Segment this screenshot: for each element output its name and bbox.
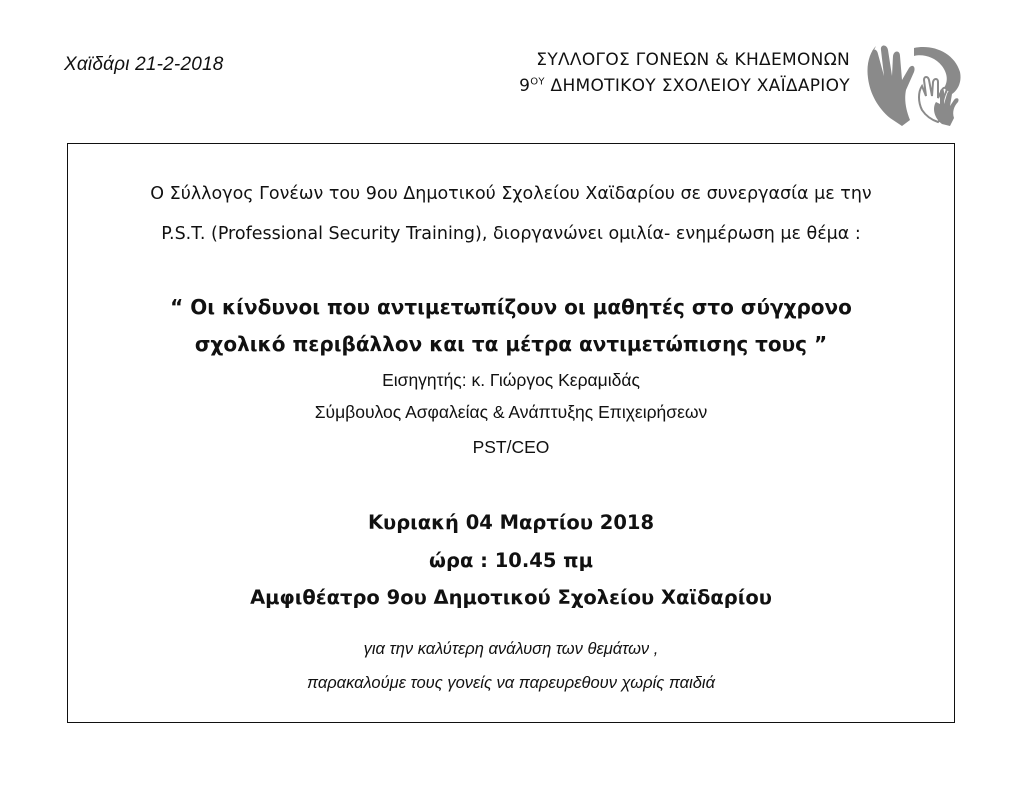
organization-ordinal: ΟΥ [530,76,545,88]
hands-logo-icon [862,42,962,128]
organization-line-2 [510,73,850,99]
note-line-1: για την καλύτερη ανάλυση των θεμάτων , [363,640,659,658]
note-line-2: παρακαλούμε τους γονείς να παρευρεθουν χωρίς παιδιά [307,674,715,692]
speaker-name: Εισηγητής: κ. Γιώργος Κεραμιδάς [382,370,640,390]
invitation-frame [67,143,955,723]
speaker-role: Σύμβουλος Ασφαλείας & Ανάπτυξης Επιχειρήσεων [314,402,708,422]
talk-title-line-2: σχολικό περιβάλλον και τα μέτρα αντιμετώπισης τους ” [194,332,828,356]
intro-line-2: P.S.T. (Professional Security Training), διοργανώνει ομιλία- ενημέρωση με θέμα : [161,224,861,244]
talk-title-line-1: “ Οι κίνδυνοι που αντιμετωπίζουν οι μαθητές στο σύγχρονο [170,295,852,319]
speaker-organization: PST/CEO [472,437,550,457]
document-date: Χαϊδάρι 21-2-2018 [64,54,224,75]
organization-name [510,47,850,99]
event-time: ώρα : 10.45 πμ [429,549,593,572]
event-date: Κυριακή 04 Μαρτίου 2018 [367,511,655,534]
organization-line-1: ΣΥΛΛΟΓΟΣ ΓΟΝΕΩΝ & ΚΗΔΕΜΟΝΩΝ [536,50,850,70]
organization-number: 9 [519,76,531,96]
event-place: Αμφιθέατρο 9ου Δημοτικού Σχολείου Χαϊδαρίου [250,586,772,609]
organization-school: ΔΗΜΟΤΙΚΟΥ ΣΧΟΛΕΙΟΥ ΧΑΪΔΑΡΙΟΥ [544,76,850,96]
intro-line-1: Ο Σύλλογος Γονέων του 9ου Δημοτικού Σχολείου Χαϊδαρίου σε συνεργασία με την [150,184,872,204]
